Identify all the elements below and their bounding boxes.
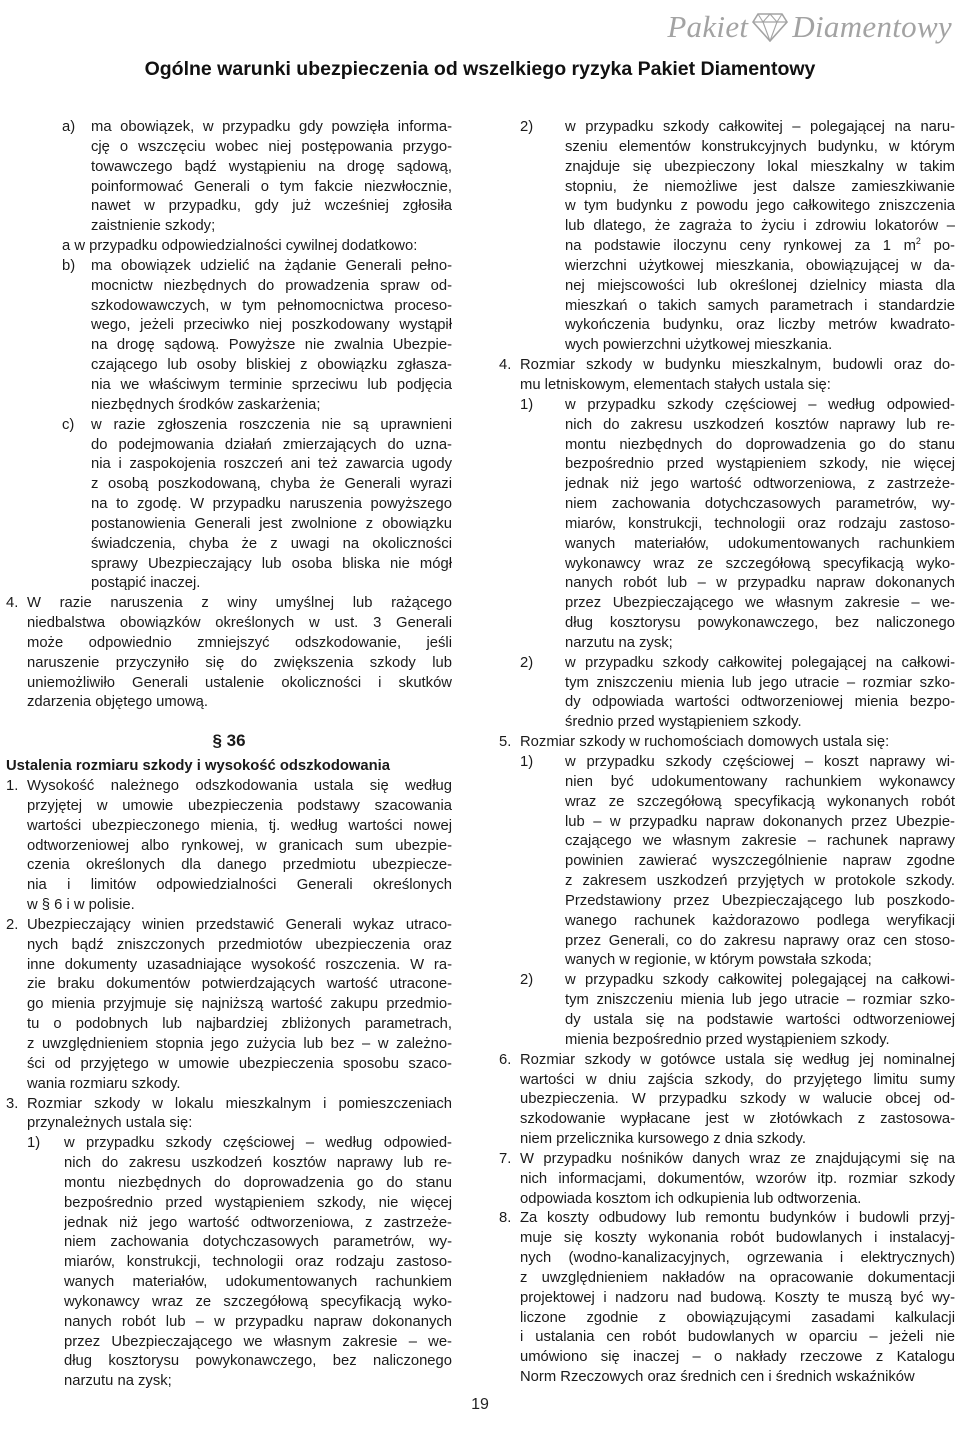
- text-line: go mienia przyjmuje się najniższą wartość zakupu przedmio-: [27, 996, 452, 1013]
- text-line: Wysokość należnego odszkodowania ustala się według: [27, 778, 452, 794]
- text-line: nich informacjami, dokumentów, wzorów itp. rozmiar szkody: [520, 1170, 955, 1187]
- right-item-5-2: [499, 971, 955, 1050]
- item-body: [62, 416, 452, 595]
- logo-text-pakiet: Pakiet: [667, 9, 749, 44]
- left-item-s3: [6, 1095, 452, 1135]
- text-line: ubezpieczenia. W przypadku szkody w walucie obcej od-: [520, 1091, 955, 1108]
- text-line: przyjętej w umowie ubezpieczenia podstawy szacowania: [27, 797, 452, 814]
- right-item-2: [499, 118, 955, 356]
- item-body: [520, 753, 955, 971]
- text-line: umówiono się inaczej – o nakłady rzeczowe z Katalogu: [520, 1349, 955, 1366]
- text-line: w przypadku szkody całkowitej polegającej na całkowi-: [565, 654, 955, 671]
- brand-logo: [667, 4, 952, 50]
- text-line: świadczenia, chyba że z uwagi na okoliczności: [91, 535, 452, 552]
- text-line: [565, 237, 955, 257]
- left-item-c: [6, 416, 452, 595]
- text-line: nych bądź zniszczonych przedmiotów ubezpieczenia oraz: [27, 936, 452, 953]
- right-item-5: [499, 733, 955, 753]
- text-line: nich do zakresu uszkodzeń kosztów naprawy lub re-: [64, 1155, 452, 1172]
- page-number: 19: [471, 1396, 489, 1413]
- text-line: niem zachowania dotychczasowych parametrów, wy-: [565, 496, 955, 513]
- text-line: nien być udokumentowany rachunkiem wykonawcy: [565, 773, 955, 790]
- text-fragment: na podstawie iloczynu ceny rynkowej za 1 m: [565, 238, 916, 255]
- text-line: jednak niż jego wartość odtworzeniowa, z zastrzeże-: [64, 1214, 452, 1231]
- text-line: Przedstawiony przez Ubezpieczającego lub poszkodo-: [565, 892, 955, 909]
- item-label-r6: 6.: [499, 1051, 512, 1068]
- item-body: [520, 654, 955, 733]
- item-label-s2: 2.: [6, 916, 19, 933]
- text-line: bezpośrednio przed wystąpieniem szkody, nie więcej: [64, 1194, 452, 1211]
- text-line: montu niezbędnych do doprowadzenia go do stanu: [64, 1174, 452, 1191]
- text-line: z uwzględnieniem stopnia jego zużycia lub bez – w zależno-: [27, 1035, 452, 1052]
- text-line: powinien zawierać wyszczególnienie napraw zgodne: [565, 853, 955, 870]
- text-line: ści od przyjętego w umowie ubezpieczenia sposobu szaco-: [27, 1055, 452, 1072]
- item-body: [62, 118, 452, 237]
- text-line: na to zgodę. W przypadku naruszenia powyższego: [91, 496, 452, 513]
- text-line: w razie zgłoszenia roszczenia nie są uprawnieni: [91, 416, 452, 433]
- item-label-r5: 5.: [499, 734, 512, 751]
- text-line: towawczego bądź wystąpieniu na drogę sądową,: [91, 158, 452, 175]
- text-line: w przypadku szkody częściowej – według odpowied-: [64, 1135, 452, 1152]
- text-line: wanych materiałów, udokumentowanych rachunkiem: [565, 535, 955, 552]
- text-line: czającego we własnym zakresie – rachunek naprawy: [565, 833, 955, 850]
- item-body: [520, 118, 955, 356]
- text-fragment: po-: [933, 238, 955, 255]
- text-line: nia i zaspokojenia roszczeń ani też zawarcia ugody: [91, 456, 452, 473]
- text-line: wanych materiałów, udokumentowanych rachunkiem: [64, 1274, 452, 1291]
- text-line: wykonawcy wraz ze szczegółową specyfikacją wyko-: [565, 555, 955, 572]
- text-line: na drogę sądową. Powyższe nie zwalnia Ubezpie-: [91, 337, 452, 354]
- text-line: przynależnych ustala się:: [27, 1115, 193, 1132]
- item-label-r7: 7.: [499, 1150, 512, 1167]
- text-line: projektowej i nadzoru nad budową. Koszty te muszą być wy-: [520, 1289, 955, 1306]
- item-label-s3: 3.: [6, 1095, 19, 1112]
- item-label-r5-1: 1): [520, 754, 534, 770]
- item-body: [520, 396, 955, 654]
- item-body: [499, 1051, 955, 1150]
- text-line: wartości w dniu zajścia szkody, do przyjętego limitu sumy: [520, 1071, 955, 1088]
- logo-text-diamentowy: Diamentowy: [792, 9, 952, 44]
- text-line: nia i limitów odpowiedzialności Generali określonych: [27, 877, 452, 894]
- text-line: niem zachowania dotychczasowych parametrów, wy-: [64, 1234, 452, 1251]
- text-line: narzutu na zysk;: [565, 634, 673, 651]
- text-line: stopniu, że niemożliwe jest dalsze zamieszkiwanie: [565, 178, 955, 195]
- item-body: [6, 916, 452, 1095]
- item-body: [520, 971, 955, 1050]
- text-line: w przypadku szkody częściowej – według odpowied-: [565, 396, 955, 413]
- text-line: znajduje się ubezpieczony lokal mieszkalny w takim: [565, 158, 955, 175]
- text-line: przez Generali, co do zakresu naprawy oraz cen stoso-: [565, 932, 955, 949]
- text-line: mocnictw niezbędnych do prowadzenia spraw od-: [91, 277, 452, 294]
- text-line: Rozmiar szkody w gotówce ustala się według jej nominalnej: [520, 1051, 955, 1068]
- text-line: szkodowanie wypłacane jest w złotówkach z zastosowa-: [520, 1111, 955, 1128]
- text-line: w tym budynku z powodu jego całkowitego zniszczenia: [565, 198, 955, 215]
- text-line: ma obowiązek, w przypadku gdy powzięła informa-: [91, 119, 452, 135]
- text-line: wania rozmiaru szkody.: [27, 1075, 181, 1092]
- left-column: [6, 118, 452, 1392]
- text-line: nanych robót lub – w przypadku napraw dokonanych: [64, 1313, 452, 1330]
- text-line: wanych w regionie, w którym powstała szkoda;: [565, 952, 872, 969]
- text-line: nich do zakresu uszkodzeń kosztów naprawy lub re-: [565, 416, 955, 433]
- right-item-5-1: [499, 753, 955, 971]
- text-line: czenia określonych dla danego przedmiotu ubezpiecze-: [27, 857, 452, 874]
- text-line: mu letniskowym, elementach stałych ustala się:: [520, 376, 831, 393]
- text-line: Rozmiar szkody w ruchomościach domowych ustala się:: [520, 734, 890, 751]
- item-body: [27, 1134, 452, 1392]
- text-line: nia we właściwym terminie sprzeciwu lub podjęcia: [91, 376, 452, 393]
- text-line: wierzchni użytkowej mieszkania, obowiązującej w da-: [565, 257, 955, 274]
- text-line: Rozmiar szkody w lokalu mieszkalnym i pomieszczeniach: [27, 1095, 452, 1112]
- text-line: lub – w przypadku napraw dokonanych przez Ubezpie-: [565, 813, 955, 830]
- text-line: średnio przed wystąpieniem szkody.: [565, 714, 802, 731]
- right-item-4: [499, 356, 955, 396]
- item-label-r4-1: 1): [520, 396, 534, 413]
- text-line: odtworzeniowej albo rynkowej, w granicach sum ubezpie-: [27, 837, 452, 854]
- text-line: dług kosztorysu powykonawczego, bez naliczonego: [565, 615, 955, 632]
- text-line: wego, jeżeli przeciwko niej poszkodowany wystąpił: [91, 317, 452, 334]
- text-line: i ustalania cen robót budowlanych w oparciu – jeżeli nie: [520, 1329, 955, 1346]
- text-line: Za koszty odbudowy lub remontu budynków i budowli przyj-: [520, 1210, 955, 1227]
- item-label-4: 4.: [6, 595, 19, 612]
- text-line: niem przelicznika kursowego z dnia szkody.: [520, 1131, 806, 1148]
- right-item-7: [499, 1150, 955, 1210]
- text-line: z osobą poszkodowaną, chyba że Generali wyrazi: [91, 476, 452, 493]
- text-line: w przypadku szkody częściowej – koszt naprawy wi-: [565, 754, 955, 770]
- text-line: tu o podobnych lub najbardziej zbliżonych parametrach,: [27, 1016, 452, 1033]
- left-item-a: [6, 118, 452, 237]
- text-line: Ubezpieczający winien przedstawić Generali wykaz utraco-: [27, 916, 452, 933]
- text-line: szkodowawczych, w tym pełnomocnictwa proceso-: [91, 297, 452, 314]
- text-line: nej miejscowości lub określonej dzielnicy miasta dla: [565, 277, 955, 294]
- item-body: [499, 1150, 955, 1210]
- text-line: sprawy Ubezpieczający lub osoba bliska nie mógł: [91, 555, 452, 572]
- section-title: Ustalenia rozmiaru szkody i wysokość odszkodowania: [6, 758, 391, 775]
- text-line: z uwzględnieniem nakładów na opracowanie dokumentacji: [520, 1269, 955, 1286]
- text-line: wartości ubezpieczonego mienia, tj. według wartości nowej: [27, 817, 452, 834]
- text-line: Rozmiar szkody w budynku mieszkalnym, budowli oraz do-: [520, 357, 955, 374]
- item-label-r4: 4.: [499, 357, 512, 374]
- text-line: nawet w przypadku, gdy już wcześniej zgłosiła: [91, 198, 452, 215]
- left-item-b: [6, 257, 452, 416]
- text-line: zaistnienie szkody;: [91, 218, 216, 235]
- right-item-6: [499, 1051, 955, 1150]
- text-line: szeniu elementów konstrukcyjnych budynku, w którym: [565, 138, 955, 155]
- right-item-8: [499, 1209, 955, 1388]
- text-line: dy odpowiada wartości odtworzeniowej mienia bezpo-: [565, 694, 955, 711]
- text-line: muje się koszty wykonania robót budowlanych i instalacyj-: [520, 1230, 955, 1247]
- text-line: naruszenie przyczyniło się do zwiększenia szkody lub: [27, 654, 452, 671]
- text-line: liczone zgodnie z obowiązującymi zasadami kalkulacji: [520, 1309, 955, 1326]
- text-line: postąpić inaczej.: [91, 575, 201, 592]
- left-item-s3-1: [6, 1134, 452, 1392]
- item-label-r8: 8.: [499, 1210, 512, 1227]
- left-item-4: [6, 594, 452, 713]
- text-line: nych (wodno-kanalizacyjnych, ogrzewania i elektrycznych): [520, 1250, 955, 1267]
- text-line: dług kosztorysu powykonawczego, bez naliczonego: [64, 1353, 452, 1370]
- text-line: przez Ubezpieczającego we własnym zakresie – we-: [565, 595, 955, 612]
- text-line: jednak niż jego wartość odtworzeniowa, z zastrzeże-: [565, 476, 955, 493]
- right-item-4-2: [499, 654, 955, 733]
- text-line: uniemożliwiło Generali ustalenie okoliczności i skutków: [27, 674, 452, 691]
- text-line: w przypadku szkody całkowitej polegającej na całkowi-: [565, 972, 955, 989]
- item-body: [6, 777, 452, 916]
- text-line: bezpośrednio przed wystąpieniem szkody, nie więcej: [565, 456, 955, 473]
- item-label-s1: 1.: [6, 778, 19, 794]
- text-line: wykończenia budynku, oraz liczby metrów kwadrato-: [565, 317, 955, 334]
- text-line: dy ustala się na podstawie wartości odtworzeniowej: [565, 1011, 955, 1028]
- item-body: [62, 257, 452, 416]
- item-label-r4-2: 2): [520, 654, 534, 671]
- text-line: cję o wszczęciu wobec niej postępowania przygo-: [91, 138, 452, 155]
- item-label-r5-2: 2): [520, 972, 534, 989]
- text-line: wych powierzchni użytkowej mieszkania.: [565, 337, 833, 354]
- text-line: z zakresem uszkodzeń przyjętych w protokole szkody.: [565, 873, 955, 890]
- text-line: W przypadku nośników danych wraz ze znajdującymi się na: [520, 1150, 955, 1167]
- document-title: Ogólne warunki ubezpieczenia od wszelkiego ryzyka Pakiet Diamentowy: [144, 58, 816, 80]
- text-line: zie braku dokumentów potwierdzających wartość utracone-: [27, 976, 452, 993]
- text-line: lub dlatego, że zagraża to życiu i zdrowiu lokatorów –: [565, 218, 955, 235]
- text-line: miarów, konstrukcji, technologii oraz rodzaju zastoso-: [565, 515, 955, 532]
- text-line: do podejmowania działań zmierzających do uzna-: [91, 436, 452, 453]
- right-item-4-1: [499, 396, 955, 654]
- item-body: [499, 733, 955, 753]
- diamond-icon: [752, 12, 788, 42]
- text-line: mieszkań o takich samych parametrach i standardzie: [565, 297, 955, 314]
- text-line: postanowienia Generali jest zwolnione z obowiązku: [91, 515, 452, 532]
- item-label-s3-1: 1): [27, 1135, 41, 1152]
- superscript: 2: [915, 237, 921, 247]
- left-item-s1: [6, 777, 452, 916]
- text-line: nanych robót lub – w przypadku napraw dokonanych: [565, 575, 955, 592]
- item-label-c: c): [62, 416, 75, 433]
- text-line: inne dokumenty uzasadniające wysokość roszczenia. W ra-: [27, 956, 452, 973]
- intro-line: a w przypadku odpowiedzialności cywilnej dodatkowo:: [62, 238, 418, 255]
- text-line: ma obowiązek udzielić na żądanie Generali pełno-: [91, 257, 452, 274]
- section-number: § 36: [212, 731, 246, 751]
- text-line: poinformować Generali o tym fakcie niezwłocznie,: [91, 178, 452, 195]
- item-label-r2: 2): [520, 119, 534, 135]
- text-line: przez Ubezpieczającego we własnym zakresie – we-: [64, 1333, 452, 1350]
- text-line: tym zniszczeniu mienia lub jego utracie – rozmiar szko-: [565, 992, 955, 1009]
- text-line: może odpowiednio zmniejszyć odszkodowanie, jeśli: [27, 634, 452, 651]
- item-body: [6, 1095, 452, 1135]
- text-line: miarów, konstrukcji, technologii oraz rodzaju zastoso-: [64, 1254, 452, 1271]
- item-body: [6, 594, 452, 713]
- text-line: tym zniszczeniu mienia lub jego utracie – rozmiar szko-: [565, 674, 955, 691]
- text-line: odpowiada kosztom ich odkupienia lub odtworzenia.: [520, 1190, 862, 1207]
- text-line: w przypadku szkody całkowitej – polegającej na naru-: [565, 119, 955, 135]
- text-line: niezbędnych środków zaskarżenia;: [91, 396, 321, 413]
- text-line: mienia bezpośrednio przed wystąpieniem szkody.: [565, 1031, 890, 1048]
- item-label-b: b): [62, 257, 76, 274]
- text-line: narzutu na zysk;: [64, 1373, 172, 1390]
- item-body: [499, 1209, 955, 1388]
- right-column: [499, 118, 955, 1388]
- text-line: wanego rachunek każdorazowo podlega weryfikacji: [565, 912, 955, 929]
- text-line: czającego lub osoby bliskiej z obowiązku zgłasza-: [91, 357, 452, 374]
- text-line: zdarzenia objętego umową.: [27, 694, 208, 711]
- text-line: wykonawcy wraz ze szczegółową specyfikacją wyko-: [64, 1293, 452, 1310]
- left-item-s2: [6, 916, 452, 1095]
- text-line: w § 6 i w polisie.: [27, 897, 135, 914]
- text-line: wraz ze szczegółową specyfikacją wykonanych robót: [565, 793, 955, 810]
- text-line: niedbalstwa obowiązków określonych w ust. 3 Generali: [27, 615, 452, 632]
- item-body: [499, 356, 955, 396]
- text-line: montu niezbędnych do doprowadzenia go do stanu: [565, 436, 955, 453]
- text-line: W razie naruszenia z winy umyślnej lub rażącego: [27, 595, 452, 612]
- text-line: Norm Rzeczowych oraz średnich cen i średnich wskaźników: [520, 1369, 915, 1386]
- item-label-a: a): [62, 119, 76, 135]
